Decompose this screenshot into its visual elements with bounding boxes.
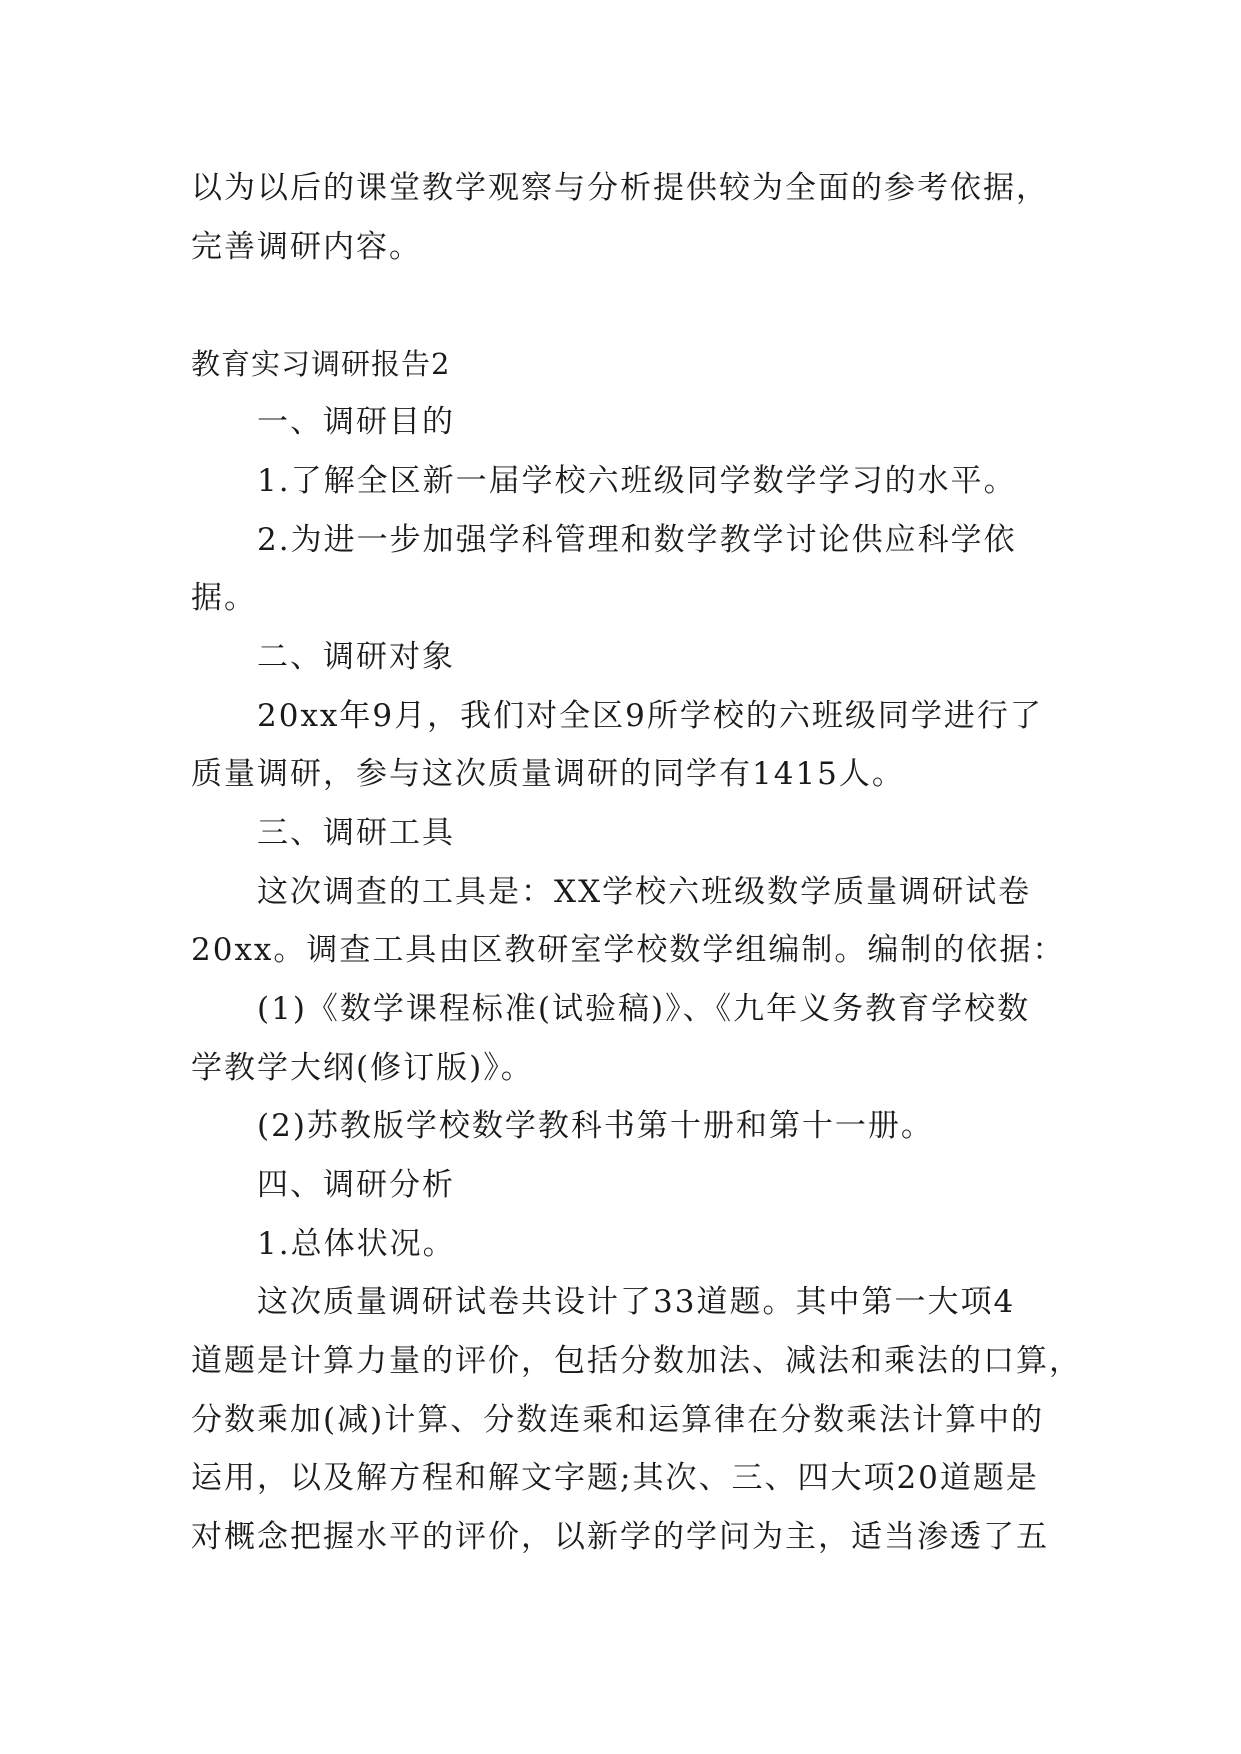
paragraph-line: 这次质量调研试卷共设计了33道题。其中第一大项4 xyxy=(257,1284,1016,1320)
section-heading: 三、调研工具 xyxy=(257,815,455,851)
paragraph-line: 质量调研，参与这次质量调研的同学有1415人。 xyxy=(191,756,905,792)
paragraph-line: 运用，以及解方程和解文字题;其次、三、四大项20道题是 xyxy=(191,1460,1039,1496)
paragraph-line: (1)《数学课程标准(试验稿)》、《九年义务教育学校数 xyxy=(257,991,1031,1027)
report-title: 教育实习调研报告2 xyxy=(191,347,451,381)
paragraph-line: 2.为进一步加强学科管理和数学教学讨论供应科学依 xyxy=(257,522,1017,558)
section-heading: 四、调研分析 xyxy=(257,1167,455,1203)
paragraph-line: (2)苏教版学校数学教科书第十册和第十一册。 xyxy=(257,1108,934,1144)
paragraph-line: 道题是计算力量的评价，包括分数加法、减法和乘法的口算， xyxy=(191,1343,1082,1379)
paragraph-line: 完善调研内容。 xyxy=(191,229,422,265)
paragraph-line: 1.了解全区新一届学校六班级同学数学学习的水平。 xyxy=(257,463,1017,499)
paragraph-line: 学教学大纲(修订版)》。 xyxy=(191,1050,534,1086)
section-heading: 二、调研对象 xyxy=(257,639,455,675)
paragraph-line: 20xx年9月，我们对全区9所学校的六班级同学进行了 xyxy=(257,698,1043,734)
section-heading: 一、调研目的 xyxy=(257,404,455,440)
paragraph-line: 20xx。调查工具由区教研室学校数学组编制。编制的依据： xyxy=(191,932,1066,968)
paragraph-line: 分数乘加(减)计算、分数连乘和运算律在分数乘法计算中的 xyxy=(191,1402,1045,1438)
paragraph-line: 据。 xyxy=(191,580,257,616)
paragraph-line: 以为以后的课堂教学观察与分析提供较为全面的参考依据， xyxy=(191,170,1049,206)
paragraph-line: 这次调查的工具是：XX学校六班级数学质量调研试卷 xyxy=(257,874,1032,910)
paragraph-line: 1.总体状况。 xyxy=(257,1226,456,1262)
paragraph-line: 对概念把握水平的评价，以新学的学问为主，适当渗透了五 xyxy=(191,1519,1049,1555)
